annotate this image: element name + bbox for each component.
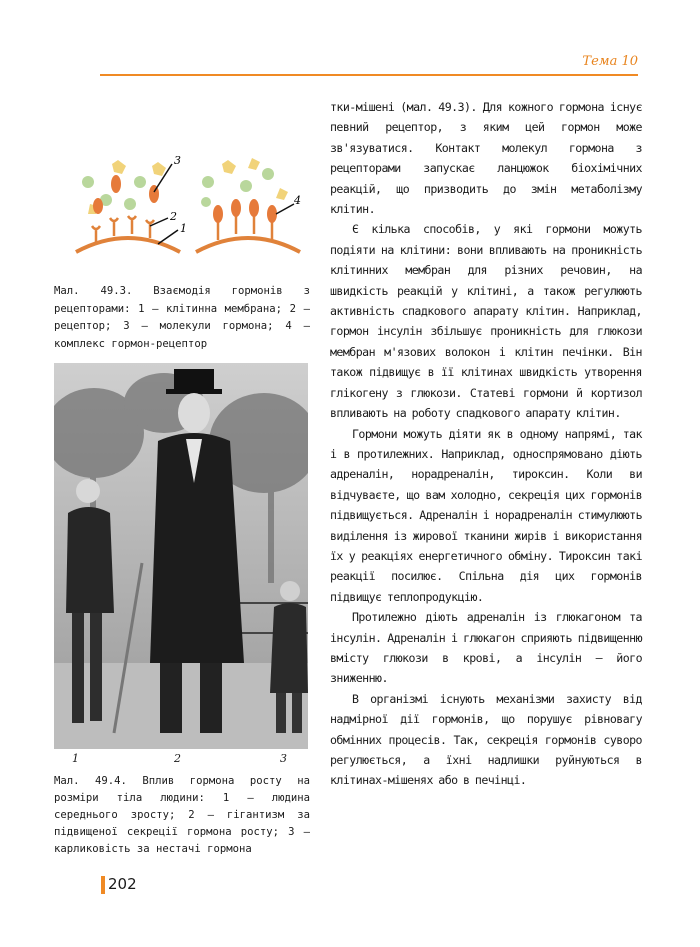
- paragraph: Протилежно діють адреналін із глюкагоном та інсулін. Адреналін і глюкагон сприяють підвищенню вмісту глюкози в крові, а інсулін — його зниженню.: [330, 610, 642, 686]
- figure-49-4-numbers: [54, 752, 308, 768]
- callout-1: 1: [180, 222, 187, 235]
- hormones-right: [201, 158, 288, 207]
- cell-membrane-right: [196, 238, 300, 252]
- paragraph: Є кілька способів, у які гормони можуть подіяти на клітини: вони впливають на проникність клітинних мембран для різних речовин, на швидкість реакцій у клітині, а також регулюють активність спадкового апарату клітин. Наприклад, гормон інсулін збільшує проникність для глюкози мембран м'язових волокон і клітин печінки. Він також підвищує в її клітинах швидкість утворення глікогену з глюкози. Статеві гормони й кортизол впливають на роботу спадкового апарату клітин.: [330, 222, 642, 421]
- page-number: 202: [108, 875, 137, 893]
- paragraph: Гормони можуть діяти як в одному напрямі, так і в протилежних. Наприклад, односпрямовано діють адреналін, норадреналін, тироксин. Коли ви відчуваєте, що вам холодно, секреція цих гормонів підвищується. Адреналін і норадреналін стимулюють виділення із жирової тканини жирів і використання їх у реакціях енергетичного обміну. Тироксин такі реакції посилює. Спільна дія цих гормонів підвищує теплопродукцію.: [330, 426, 642, 604]
- hormone-receptor-complexes: [213, 199, 277, 240]
- theme-label: Тема 10: [582, 54, 638, 69]
- figure-49-4-photo: [54, 363, 308, 749]
- paragraph: тки-мішені (мал. 49.3). Для кожного гормона існує певний рецептор, з яким цей гормон може зв'язуватися. Контакт молекул гормона з рецепторами запускає ланцюжок біохімічних реакцій, що призводить до змін метаболізму клітин.: [330, 100, 642, 217]
- callout-3: 3: [174, 154, 181, 167]
- photo-number-2: 2: [174, 752, 181, 765]
- hormones-left: [82, 160, 166, 214]
- page-number-bar: [101, 876, 105, 894]
- growth-hormone-photo: [54, 363, 308, 749]
- figure-49-4-caption: Мал. 49.4. Вплив гормона росту на розміри тіла людини: 1 — людина середнього зросту; 2 — гігантизм за підвищеної секреції гормона росту; 3 — карликовість за нестачі гормона: [54, 775, 310, 855]
- callout-4: 4: [294, 194, 301, 207]
- figure-49-3: [68, 152, 308, 262]
- header-rule: [100, 74, 638, 76]
- body-text: [330, 97, 642, 791]
- hormone-receptor-diagram: [68, 152, 308, 262]
- callout-2: 2: [170, 210, 177, 223]
- paragraph: В організмі існують механізми захисту від надмірної дії гормонів, що порушує рівновагу обмінних процесів. Так, секреція гормонів суворо регулюється, а їхні надлишки руйнуються в клітинах-мішенях або в печінці.: [330, 691, 642, 788]
- photo-number-1: 1: [72, 752, 79, 765]
- photo-number-3: 3: [280, 752, 287, 765]
- figure-49-3-caption: Мал. 49.3. Взаємодія гормонів з рецепторами: 1 — клітинна мембрана; 2 — рецептор; 3 — молекули гормона; 4 — комплекс гормон-рецептор: [54, 285, 310, 350]
